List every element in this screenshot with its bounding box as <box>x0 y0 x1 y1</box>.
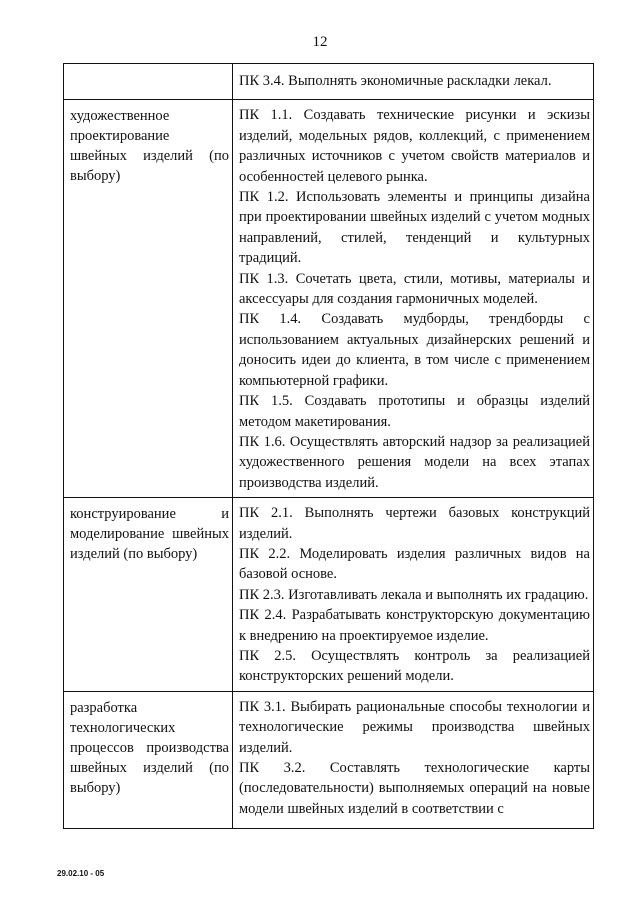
competency-item: ПК 1.1. Создавать технические рисунки и эскизы изделий, модельных рядов, коллекций, с применением различных источников с учетом свойств материалов и особенностей целевого рынка. <box>239 107 590 185</box>
competency-item: ПК 3.4. Выполнять экономичные раскладки лекал. <box>239 73 552 89</box>
table-row <box>64 64 594 100</box>
area-text <box>64 64 232 76</box>
document-code: 29.02.10 - 05 <box>57 869 105 878</box>
competency-item: ПК 1.4. Создавать мудборды, трендборды с использованием актуальных дизайнерских решений и доносить идеи до клиента, в том числе с применением компьютерной графики. <box>239 311 590 389</box>
competency-item: ПК 1.2. Использовать элементы и принципы дизайна при проектировании швейных изделий с учетом модных направлений, стилей, тенденций и культурных традиций. <box>239 189 590 267</box>
table-row <box>64 498 594 692</box>
competency-item: ПК 1.6. Осуществлять авторский надзор за реализацией художественного решения модели на всех этапах производства изделий. <box>239 433 590 491</box>
table-cell-competencies <box>233 100 594 498</box>
table-row <box>64 100 594 498</box>
table-cell-area <box>64 691 233 828</box>
table-row <box>64 691 594 828</box>
competency-item: ПК 3.1. Выбирать рациональные способы технологии и технологические режимы производства швейных изделий. <box>239 698 590 756</box>
competency-item: ПК 3.2. Составлять технологические карты (последовательности) выполняемых операций на новые модели швейных изделий в соответствии с <box>239 760 590 817</box>
area-text: конструирование и моделирование швейных изделий (по выбору) <box>70 506 229 563</box>
competency-item: ПК 2.1. Выполнять чертежи базовых конструкций изделий. <box>239 505 590 542</box>
area-text: разработка технологических процессов производства швейных изделий (по выбору) <box>70 699 229 796</box>
table-cell-area <box>64 100 233 498</box>
competency-item: ПК 2.5. Осуществлять контроль за реализацией конструкторских решений модели. <box>239 647 590 685</box>
page-number: 12 <box>312 34 328 50</box>
competency-item: ПК 1.3. Сочетать цвета, стили, мотивы, материалы и аксессуары для создания гармоничных моделей. <box>239 270 590 308</box>
competency-table <box>63 63 594 829</box>
table-cell-competencies <box>233 691 594 828</box>
table-cell-area <box>64 498 233 692</box>
table-cell-competencies <box>233 498 594 692</box>
competency-item: ПК 2.2. Моделировать изделия различных видов на базовой основе. <box>239 545 590 583</box>
table-cell-competencies <box>233 64 594 100</box>
competency-item: ПК 2.4. Разрабатывать конструкторскую документацию к внедрению на проектируемое изделие. <box>239 607 590 644</box>
competency-item: ПК 1.5. Создавать прототипы и образцы изделий методом макетирования. <box>239 393 590 430</box>
competency-item: ПК 2.3. Изготавливать лекала и выполнять их градацию. <box>239 586 589 603</box>
table-cell-area <box>64 64 233 100</box>
area-text: художественное проектирование швейных изделий (по выбору) <box>70 108 229 185</box>
